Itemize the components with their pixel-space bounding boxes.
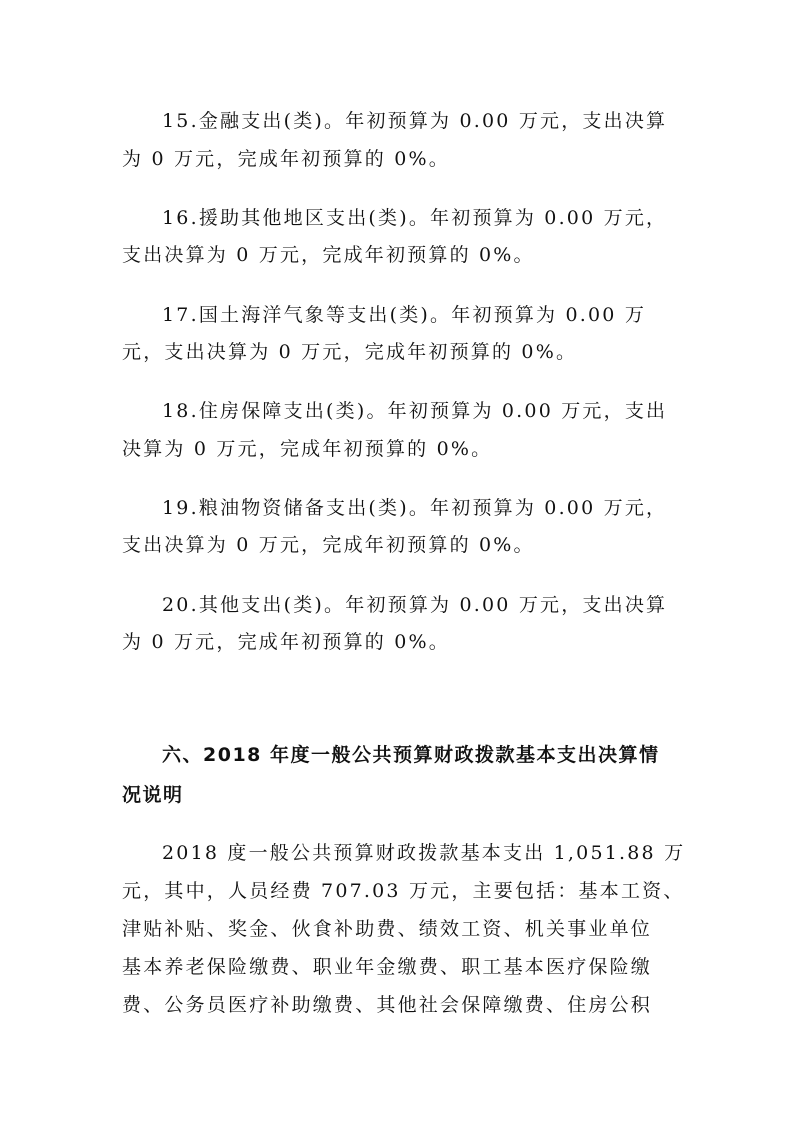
item-19-line-2: 支出决算为 0 万元，完成年初预算的 0%。 (122, 534, 535, 556)
item-18-line-1: 18.住房保障支出(类)。年初预算为 0.00 万元，支出 (162, 400, 668, 422)
paragraph-line-4: 基本养老保险缴费、职业年金缴费、职工基本医疗保险缴 (122, 956, 653, 978)
item-20-line-1: 20.其他支出(类)。年初预算为 0.00 万元，支出决算 (162, 594, 668, 616)
item-16-line-2: 支出决算为 0 万元，完成年初预算的 0%。 (122, 244, 535, 266)
item-18-line-2: 决算为 0 万元，完成年初预算的 0%。 (122, 438, 493, 460)
item-19-line-1: 19.粮油物资储备支出(类)。年初预算为 0.00 万元， (162, 497, 668, 519)
paragraph-line-5: 费、公务员医疗补助缴费、其他社会保障缴费、住房公积 (122, 994, 653, 1016)
item-20-line-2: 为 0 万元，完成年初预算的 0%。 (122, 631, 450, 653)
section-heading-line-2: 况说明 (122, 784, 184, 806)
item-15-line-1: 15.金融支出(类)。年初预算为 0.00 万元，支出决算 (162, 110, 668, 132)
item-17-line-1: 17.国土海洋气象等支出(类)。年初预算为 0.00 万 (162, 304, 647, 326)
section-heading-line-1: 六、2018 年度一般公共预算财政拨款基本支出决算情 (162, 744, 660, 766)
paragraph-line-1: 2018 度一般公共预算财政拨款基本支出 1,051.88 万 (162, 842, 686, 864)
item-17-line-2: 元，支出决算为 0 万元，完成年初预算的 0%。 (122, 341, 578, 363)
item-15-line-2: 为 0 万元，完成年初预算的 0%。 (122, 148, 450, 170)
paragraph-line-3: 津贴补贴、奖金、伙食补助费、绩效工资、机关事业单位 (122, 918, 653, 940)
paragraph-line-2: 元，其中，人员经费 707.03 万元，主要包括：基本工资、 (122, 880, 685, 902)
item-16-line-1: 16.援助其他地区支出(类)。年初预算为 0.00 万元， (162, 207, 668, 229)
